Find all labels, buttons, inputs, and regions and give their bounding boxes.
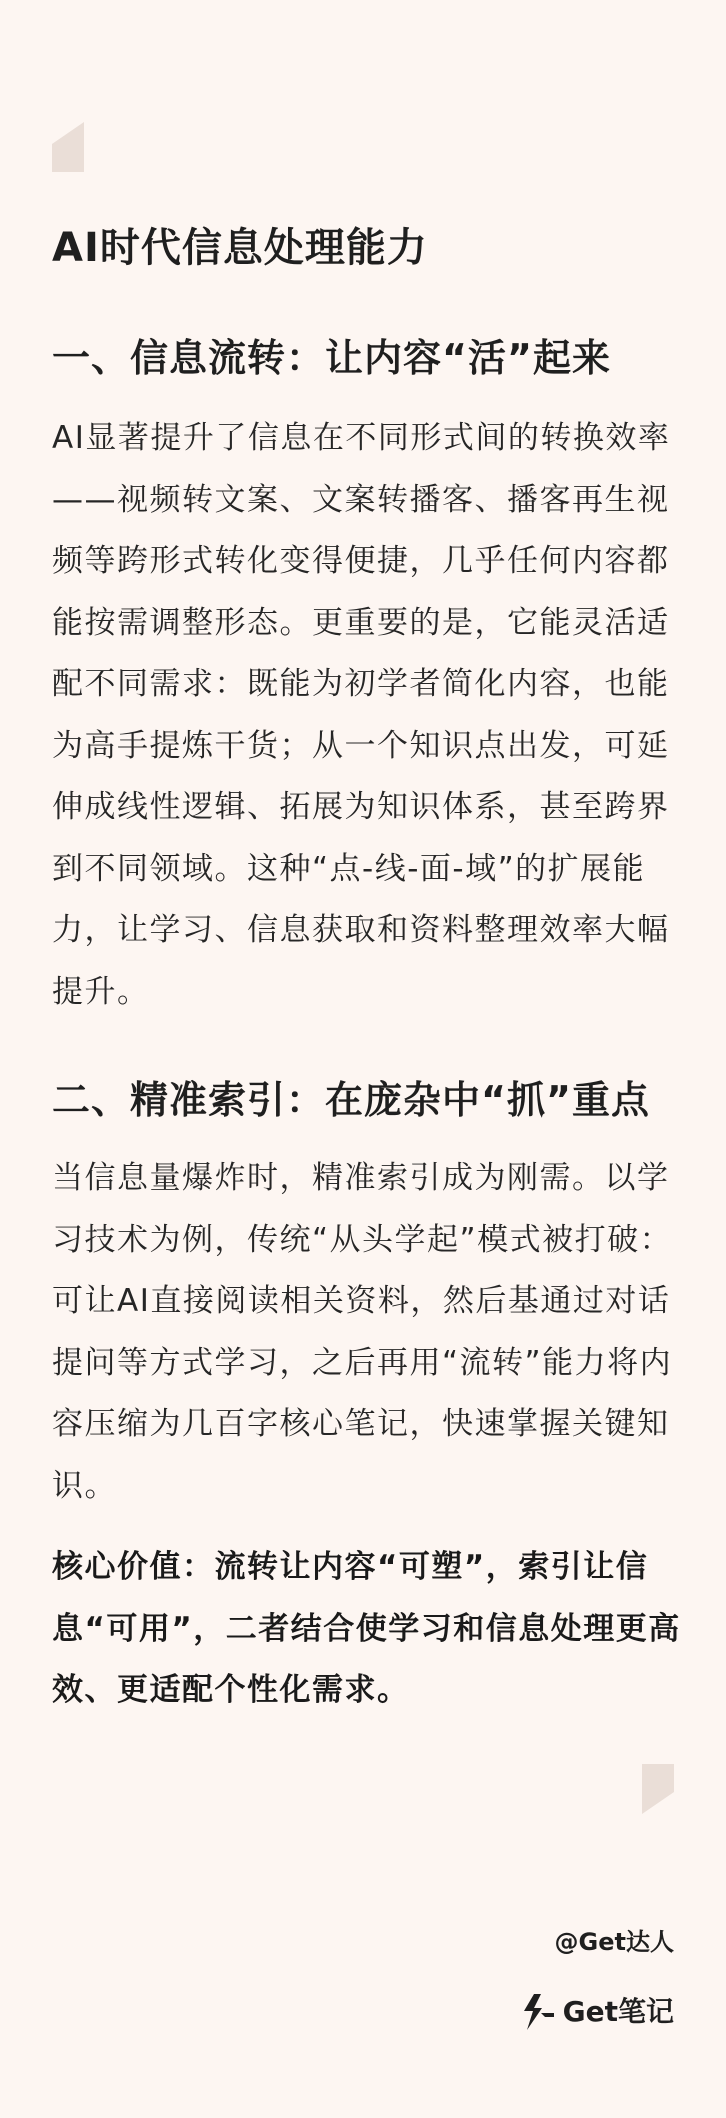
author-handle: @Get达人 xyxy=(554,1928,674,1956)
get-logo-icon xyxy=(521,1994,555,2030)
section1-heading: 一、信息流转：让内容“活”起来 xyxy=(52,336,611,380)
quote-open-icon xyxy=(52,122,84,172)
brand-name: Get笔记 xyxy=(562,1995,674,2028)
section2-body: 当信息量爆炸时，精准索引成为刚需。以学习技术为例，传统“从头学起”模式被打破：可让AI直接阅读相关资料，然后基通过对话提问等方式学习，之后再用“流转”能力将内容压缩为几百字核心笔记，快速掌握关键知识。 xyxy=(52,1160,673,1504)
page-title: AI时代信息处理能力 xyxy=(52,225,428,271)
brand-logo xyxy=(521,1992,674,2032)
section1-body: AI显著提升了信息在不同形式间的转换效率——视频转文案、文案转播客、播客再生视频等跨形式转化变得便捷，几乎任何内容都能按需调整形态。更重要的是，它能灵活适配不同需求：既能为初学者简化内容，也能为高手提炼干货；从一个知识点出发，可延伸成线性逻辑、拓展为知识体系，甚至跨界到不同领域。这种“点-线-面-域”的扩展能力，让学习、信息获取和资料整理效率大幅提升。 xyxy=(52,420,671,1010)
quote-close-icon xyxy=(642,1764,674,1814)
section2-heading: 二、精准索引：在庞杂中“抓”重点 xyxy=(52,1078,650,1122)
summary-text: 核心价值：流转让内容“可塑”，索引让信息“可用”，二者结合使学习和信息处理更高效、更适配个性化需求。 xyxy=(52,1549,681,1708)
